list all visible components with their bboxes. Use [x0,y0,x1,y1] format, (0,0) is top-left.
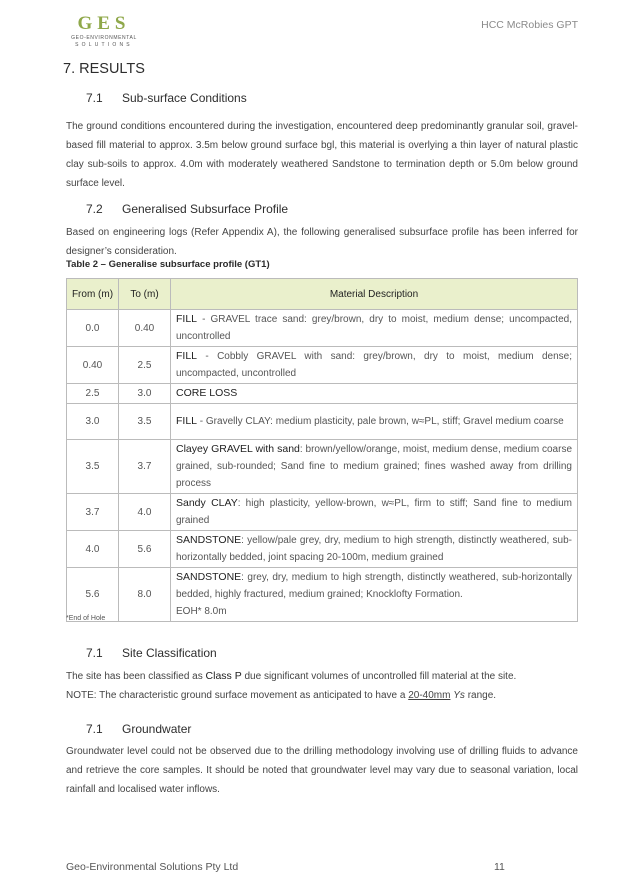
table-row [67,384,578,404]
profile-paragraph: Based on engineering logs (Refer Appendix A), the following generalised subsurface profile has been inferred for designer’s consideration. [66,227,578,257]
cell-to: 2.5 [119,347,171,384]
cell-description [171,531,578,568]
subsection-number: 7.1 [86,646,103,660]
subsection-heading-subsurface [86,91,247,105]
classification-paragraph [66,667,578,705]
subsurface-profile-table [66,278,578,622]
material-text: : yellow/pale grey, dry, medium to high strength, distinctly weathered, sub-horizontally bedded, joint spacing 20-100m, medium grained [176,535,572,563]
table-caption: Table 2 – Generalise subsurface profile (GT1) [66,259,270,270]
material-text: : brown/yellow/orange, moist, medium dense, medium coarse grained, sub-rounded; Sand fine to medium grained; fines washed away from drilling process [176,444,573,489]
cell-from: 5.6 [67,568,119,622]
note-text-pre: NOTE: The characteristic ground surface movement as anticipated to have a [66,690,409,701]
cell-from: 2.5 [67,384,119,404]
material-label: Sandy CLAY [176,497,238,509]
footer-company: Geo-Environmental Solutions Pty Ltd [66,861,239,873]
material-label: FILL [176,313,198,325]
cell-to: 3.5 [119,404,171,440]
subsection-number: 7.1 [86,91,103,105]
material-text: : grey, dry, medium to high strength, distinctly weathered, sub-horizontally bedded, highly fractured, medium grained; Knocklofty Formation. [176,572,572,600]
document-title: HCC McRobies GPT [481,19,578,31]
subsection-heading-profile [86,202,288,216]
note-text-post: range. [464,690,497,701]
subsection-number: 7.1 [86,722,103,736]
material-text: - Cobbly GRAVEL with sand: grey/brown, dry to moist, medium dense; uncompacted, uncontrolled [176,351,572,379]
cell-to: 3.0 [119,384,171,404]
table-footnote: *End of Hole [66,615,106,622]
table-row [67,568,578,622]
material-label: FILL [176,350,198,362]
cell-description [171,347,578,384]
material-label: FILL [176,415,198,427]
cell-description [171,568,578,622]
table-row [67,531,578,568]
subsection-title: Sub-surface Conditions [122,91,247,105]
cell-from: 0.40 [67,347,119,384]
material-label: SANDSTONE [176,571,242,583]
cell-to: 8.0 [119,568,171,622]
cell-from: 3.0 [67,404,119,440]
cell-description [171,440,578,494]
page-number: 11 [494,861,505,873]
classification-text-pre: The site has been classified as [66,671,206,682]
cell-from: 0.0 [67,310,119,347]
material-label: CORE LOSS [176,387,238,399]
cell-description [171,310,578,347]
material-text: - GRAVEL trace sand: grey/brown, dry to moist, medium dense; uncompacted, uncontrolled [176,314,572,342]
logo-mark: GES [77,13,131,34]
cell-to: 4.0 [119,494,171,531]
table-row [67,440,578,494]
header-description: Material Description [171,279,578,310]
movement-range: 20-40mm [408,690,451,701]
cell-from: 3.5 [67,440,119,494]
material-text: - Gravelly CLAY: medium plasticity, pale brown, w≈PL, stiff; Gravel medium coarse [197,416,564,427]
table-row [67,404,578,440]
material-text: : high plasticity, yellow-brown, w≈PL, firm to stiff; Sand fine to medium grained [176,498,572,526]
ys-symbol: Ys [453,690,465,701]
classification-text-post: due significant volumes of uncontrolled fill material at the site. [241,671,517,682]
cell-description [171,384,578,404]
subsection-title: Groundwater [122,722,192,736]
table-row [67,347,578,384]
header-to: To (m) [119,279,171,310]
section-heading [63,61,145,77]
subsurface-paragraph: The ground conditions encountered during the investigation, encountered deep predominantly granular soil, gravel-based fill material to approx. 3.5m below ground surface bgl, this material is overlying a thin layer of natural plastic clay sub-soils to approx. 4.0m with moderately weathered Sandstone to termination depth or 5.0m below ground surface level. [66,121,578,189]
company-logo [66,14,142,54]
section-title: RESULTS [79,61,145,77]
table-row [67,494,578,531]
section-number: 7. [63,61,76,77]
cell-to: 5.6 [119,531,171,568]
cell-from: 4.0 [67,531,119,568]
groundwater-paragraph: Groundwater level could not be observed due to the drilling methodology involving use of drilling fluids to advance and retrieve the core samples. It should be noted that groundwater level may vary due to seasonal variation, local rainfall and localised water inflows. [66,746,578,795]
end-of-hole-text: EOH* 8.0m [176,606,227,617]
site-class-value: Class P [205,670,242,682]
cell-from: 3.7 [67,494,119,531]
subsection-title: Generalised Subsurface Profile [122,202,289,216]
header-from: From (m) [67,279,119,310]
cell-description [171,404,578,440]
subsection-heading-classification [86,646,217,660]
logo-subtitle-2: SOLUTIONS [75,42,133,48]
logo-subtitle-1: GEO-ENVIRONMENTAL [71,35,137,41]
material-label: Clayey GRAVEL with sand [176,443,300,455]
table-header-row [67,279,578,310]
cell-to: 3.7 [119,440,171,494]
material-label: SANDSTONE [176,534,242,546]
table-row [67,310,578,347]
subsection-heading-groundwater [86,722,191,736]
cell-description [171,494,578,531]
subsection-title: Site Classification [122,646,217,660]
cell-to: 0.40 [119,310,171,347]
subsection-number: 7.2 [86,202,103,216]
